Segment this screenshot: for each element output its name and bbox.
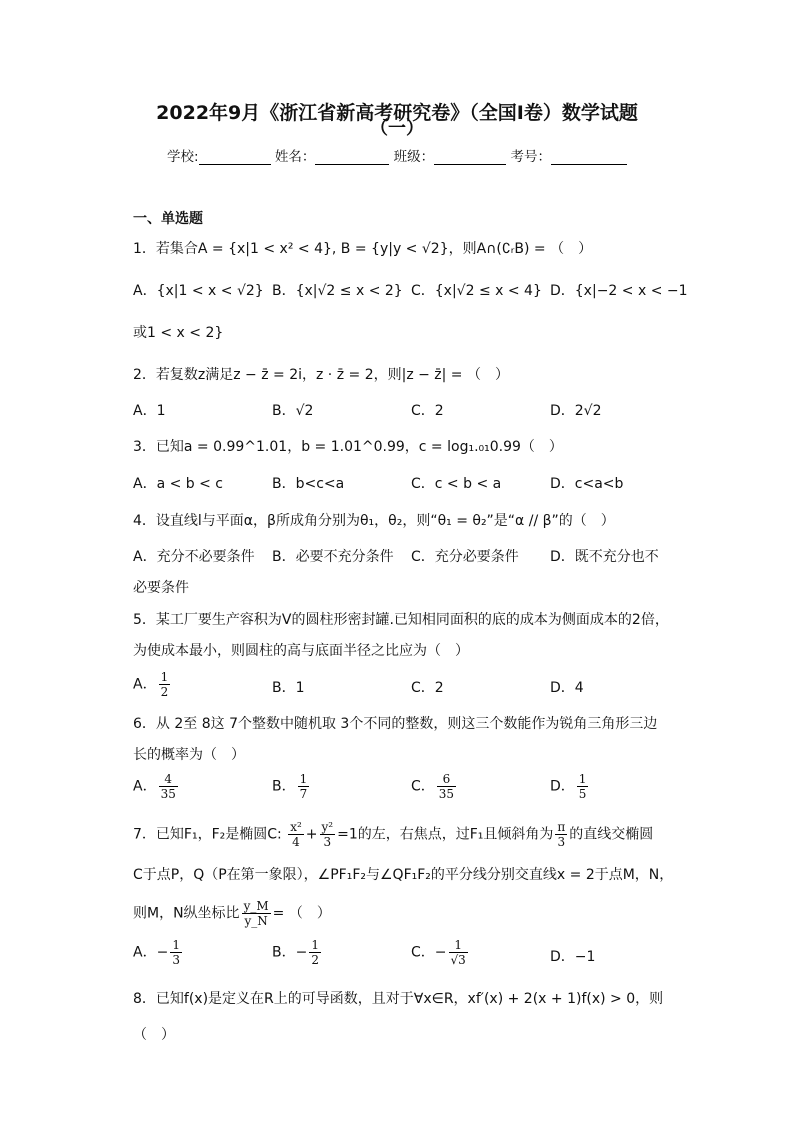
q1-option-d-cont: 或1 < x < 2}	[133, 325, 224, 341]
q5-stem: 5．某工厂要生产容积为V的圆柱形密封罐.已知相同面积的底的成本为侧面成本的2倍，	[133, 612, 669, 628]
q1-option-a[interactable]: A．{x|1 < x < √2}	[133, 283, 264, 299]
class-field[interactable]	[434, 150, 506, 165]
q1-stem: 1．若集合A = {x|1 < x² < 4}, B = {y|y < √2}，则A∩(∁ᵣB) = （ ）	[133, 241, 593, 257]
q4-option-d-cont: 必要条件	[133, 580, 189, 596]
student-info	[0, 145, 794, 165]
q3-option-d[interactable]: D．c<a<b	[550, 476, 624, 492]
q7-option-d[interactable]: D．−1	[550, 949, 596, 965]
name-field[interactable]	[315, 150, 389, 165]
school-field[interactable]	[199, 150, 271, 165]
class-label: 班级：	[393, 149, 435, 165]
q8-stem: 8．已知f(x)是定义在R上的可导函数，且对于∀x∈R，xf′(x) + 2(x + 1)f(x) > 0，则	[133, 991, 664, 1007]
q6-option-b[interactable]: B． $\frac{1}{7}$	[272, 772, 308, 801]
q4-option-c[interactable]: C．充分必要条件	[411, 549, 519, 565]
q7-option-c[interactable]: C．− $\frac{1}{√3}$	[411, 938, 466, 967]
q1-option-c[interactable]: C．{x|√2 ≤ x < 4}	[411, 283, 542, 299]
q8-stem-cont: （ ）	[133, 1027, 175, 1043]
q3-option-c[interactable]: C．c < b < a	[411, 476, 502, 492]
q6-stem: 6．从 2至 8这 7个整数中随机取 3个不同的整数，则这三个数能作为锐角三角形三边	[133, 716, 658, 732]
q2-option-c[interactable]: C．2	[411, 403, 444, 419]
q1-option-b[interactable]: B．{x|√2 ≤ x < 2}	[272, 283, 403, 299]
paper-title: 2022年9月《浙江省新高考研究卷》（全国Ⅰ卷）数学试题	[156, 102, 638, 124]
q7-stem: 7．已知F₁，F₂是椭圆C: $\frac{\text{x²}}{4}$ + $\frac{\text{y²}}{3}$ =1的左，右焦点，过F₁且倾斜角为 $\frac{\pi}{3}$ 的直线交椭圆	[133, 820, 654, 849]
q2-option-b[interactable]: B．√2	[272, 403, 314, 419]
q5-stem-cont: 为使成本最小，则圆柱的高与底面半径之比应为（ ）	[133, 643, 469, 659]
q4-option-b[interactable]: B．必要不充分条件	[272, 549, 394, 565]
q6-option-a[interactable]: A． $\frac{4}{35}$	[133, 772, 176, 801]
q5-option-b[interactable]: B．1	[272, 680, 305, 696]
q4-stem: 4．设直线l与平面α，β所成角分别为θ₁，θ₂，则“θ₁ = θ₂”是“α // β”的（ ）	[133, 513, 615, 529]
q5-option-a[interactable]: A． $\frac{1}{2}$	[133, 670, 169, 699]
q5-option-d[interactable]: D．4	[550, 680, 584, 696]
q7-stem-cont2: 则M，N纵坐标比 $\frac{y\_M}{y\_N}$ = （ ）	[133, 899, 331, 928]
q6-stem-cont: 长的概率为（ ）	[133, 747, 245, 763]
q2-option-a[interactable]: A．1	[133, 403, 166, 419]
school-label: 学校:	[167, 149, 199, 165]
paper-subtitle: （一）	[370, 118, 424, 139]
q7-option-a[interactable]: A．− $\frac{1}{3}$	[133, 938, 180, 967]
exam-no-label: 考号：	[510, 149, 551, 165]
q5-option-c[interactable]: C．2	[411, 680, 444, 696]
q3-option-a[interactable]: A．a < b < c	[133, 476, 224, 492]
q4-option-d[interactable]: D．既不充分也不	[550, 549, 659, 565]
section-heading: 一、单选题	[133, 211, 203, 227]
q4-option-a[interactable]: A．充分不必要条件	[133, 549, 255, 565]
q7-stem-cont: C于点P，Q（P在第一象限），∠PF₁F₂与∠QF₁F₂的平分线分别交直线x = 2于点M，N，	[133, 867, 674, 883]
q2-stem: 2．若复数z满足z − z̄ = 2i，z · z̄ = 2，则|z − z̄| = （ ）	[133, 367, 509, 383]
name-label: 姓名：	[274, 149, 316, 165]
q1-option-d[interactable]: D．{x|−2 < x < −1	[550, 283, 688, 299]
q3-stem: 3．已知a = 0.99^1.01，b = 1.01^0.99，c = log₁.₀₁0.99（ ）	[133, 439, 563, 455]
q7-option-b[interactable]: B．− $\frac{1}{2}$	[272, 938, 319, 967]
q6-option-c[interactable]: C． $\frac{6}{35}$	[411, 772, 455, 801]
q2-option-d[interactable]: D．2√2	[550, 403, 602, 419]
q3-option-b[interactable]: B．b<c<a	[272, 476, 345, 492]
q6-option-d[interactable]: D． $\frac{1}{5}$	[550, 772, 587, 801]
exam-no-field[interactable]	[551, 150, 627, 165]
